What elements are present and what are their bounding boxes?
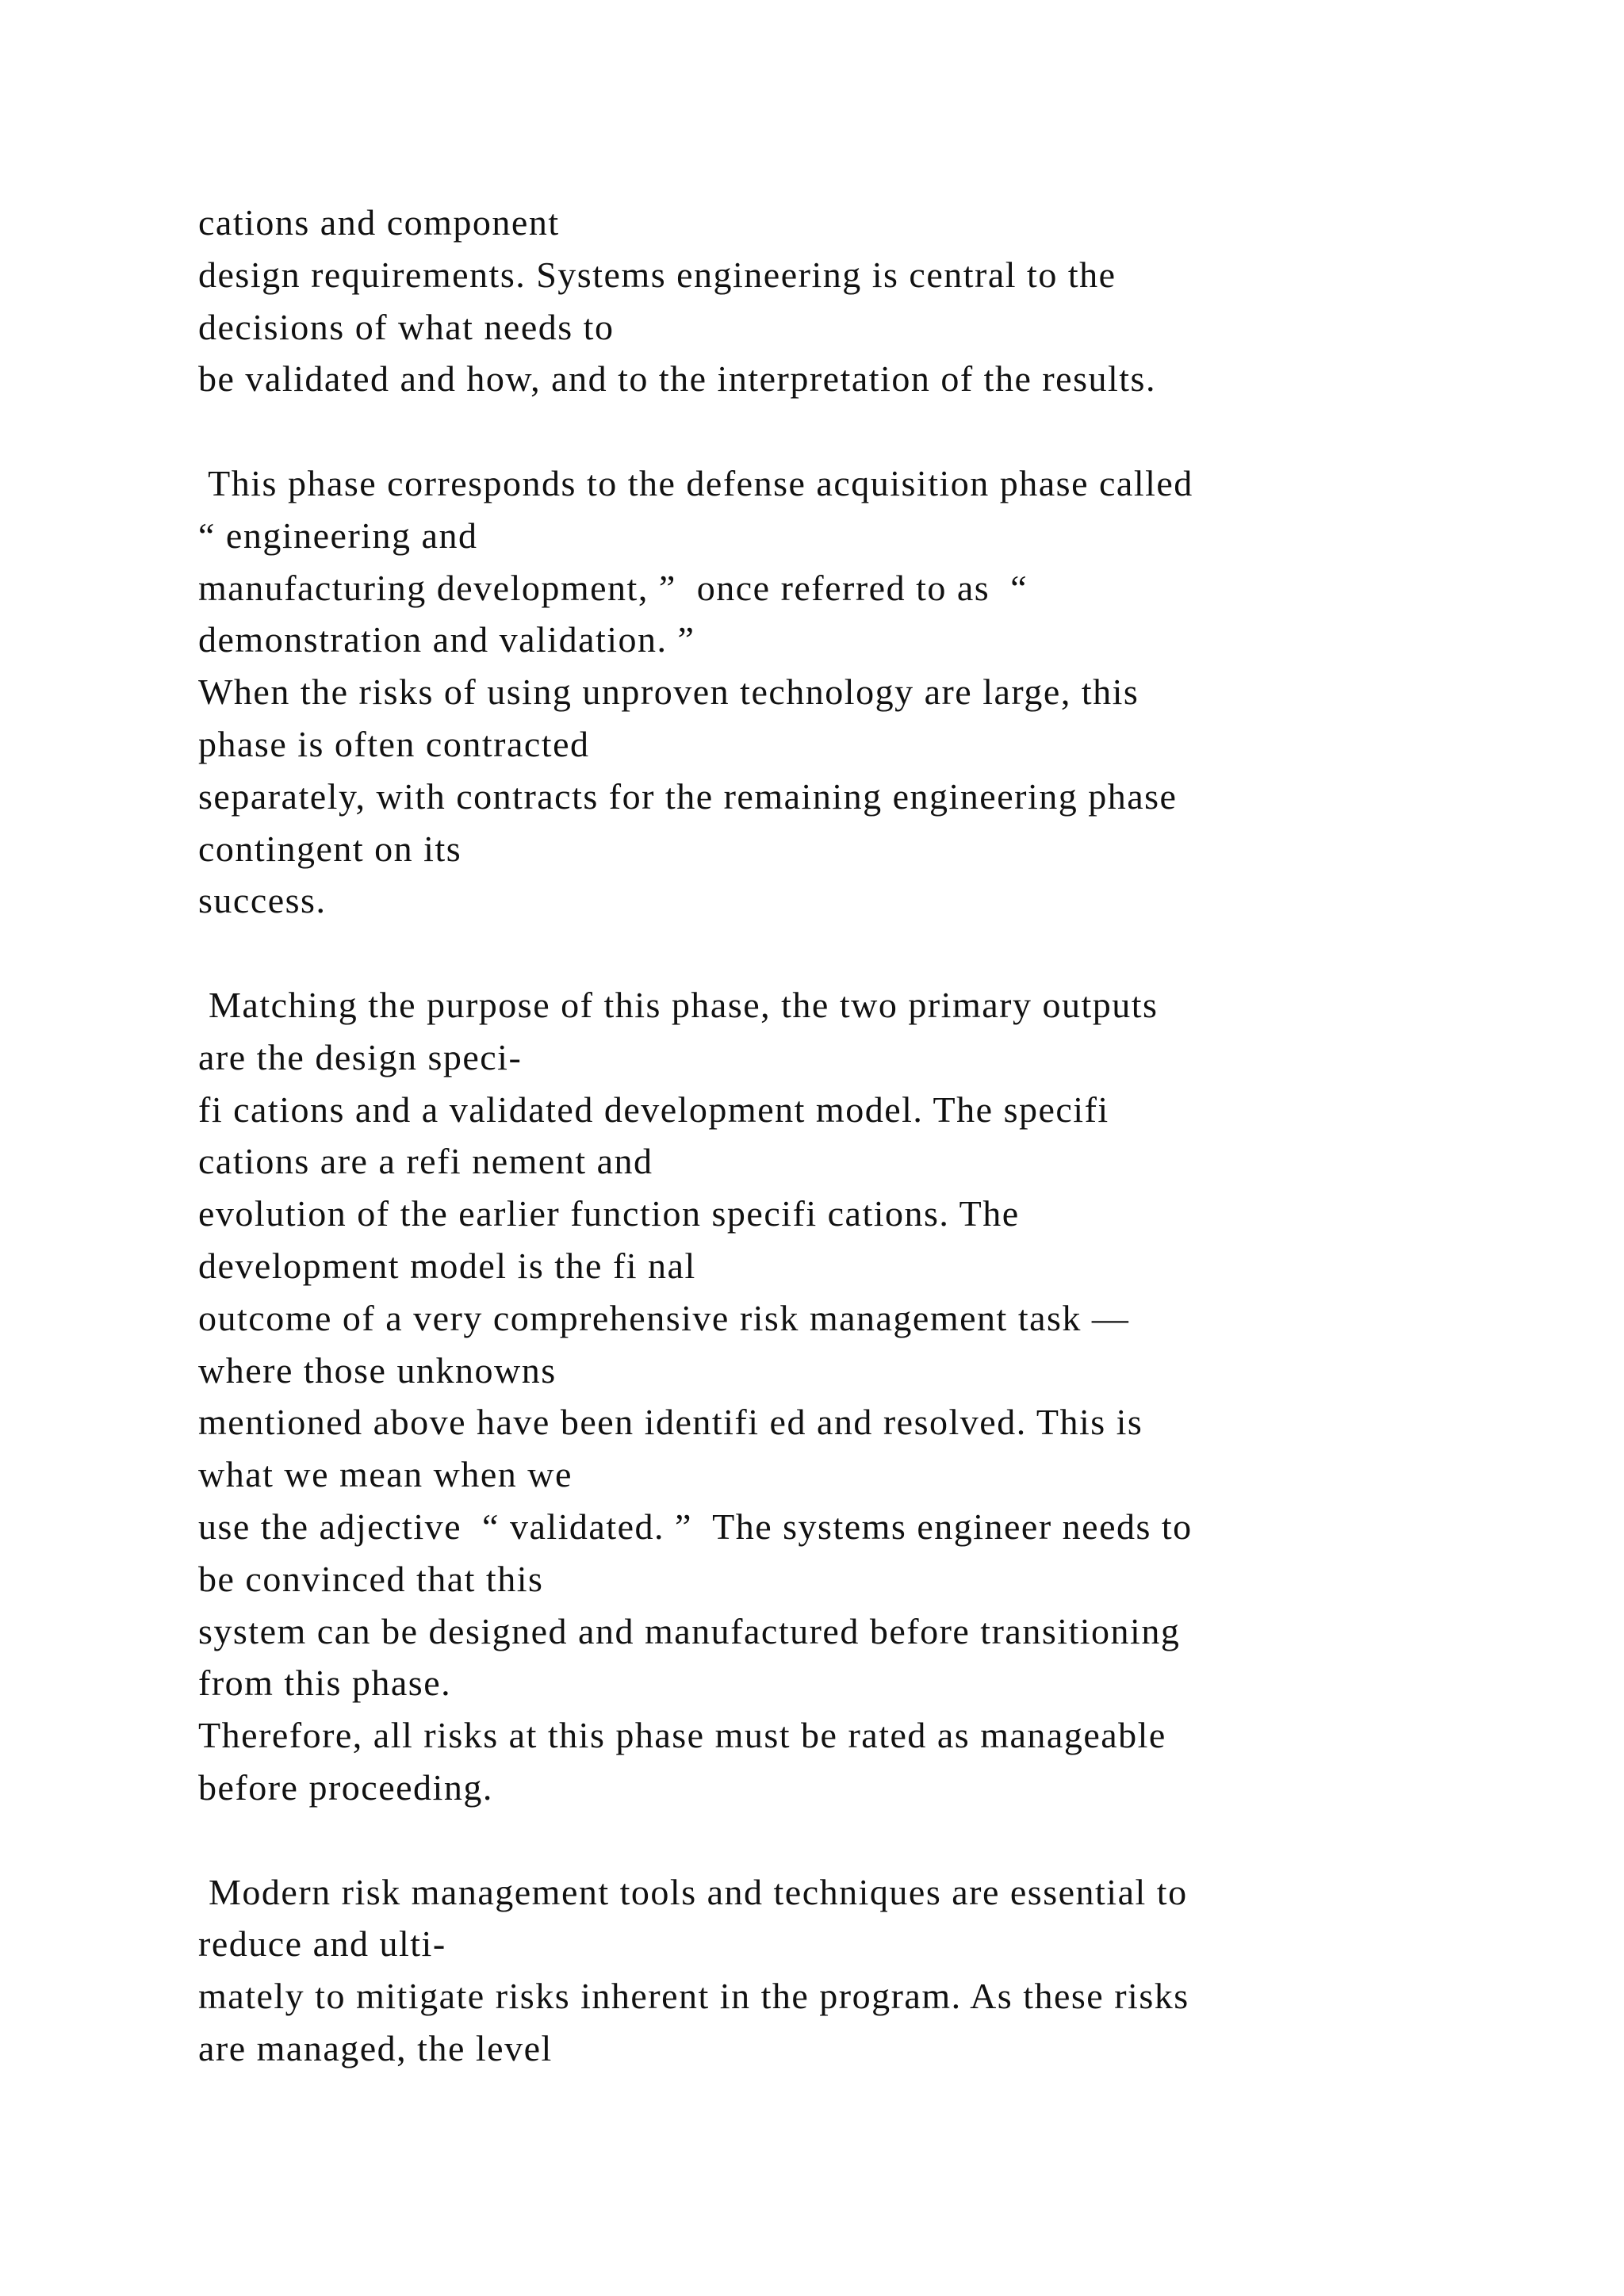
text-line: be convinced that this <box>198 1558 544 1599</box>
text-line: demonstration and validation. ” <box>198 619 695 660</box>
text-line: evolution of the earlier function specifi cations. The <box>198 1193 1020 1234</box>
document-text-body <box>198 197 1546 2075</box>
text-line: before proceeding. <box>198 1766 493 1808</box>
text-line: Modern risk management tools and techniques are essential to <box>198 1871 1188 1912</box>
text-line: development model is the fi nal <box>198 1245 696 1286</box>
text-line: cations and component <box>198 202 560 243</box>
text-line: outcome of a very comprehensive risk management task — <box>198 1297 1130 1338</box>
text-line: use the adjective “ validated. ” The systems engineer needs to <box>198 1506 1193 1547</box>
text-line: Matching the purpose of this phase, the two primary outputs <box>198 984 1159 1025</box>
text-line: from this phase. <box>198 1663 452 1704</box>
text-line: be validated and how, and to the interpretation of the results. <box>198 358 1156 400</box>
text-line: phase is often contracted <box>198 723 590 764</box>
text-line: mately to mitigate risks inherent in the program. As these risks <box>198 1976 1189 2017</box>
text-line: contingent on its <box>198 828 462 869</box>
text-line: fi cations and a validated development model. The specifi <box>198 1089 1109 1130</box>
paragraph-break <box>198 405 1546 457</box>
paragraph-break <box>198 1814 1546 1866</box>
text-line: system can be designed and manufactured before transitioning <box>198 1610 1181 1651</box>
text-line: are managed, the level <box>198 2027 553 2068</box>
text-line: what we mean when we <box>198 1454 573 1495</box>
text-line: where those unknowns <box>198 1349 557 1391</box>
text-line: mentioned above have been identifi ed and resolved. This is <box>198 1402 1143 1443</box>
text-line: Therefore, all risks at this phase must be rated as manageable <box>198 1715 1166 1756</box>
text-line: manufacturing development, ” once referred to as “ <box>198 567 1028 608</box>
paragraph-break <box>198 927 1546 979</box>
text-line: design requirements. Systems engineering is central to the <box>198 254 1116 295</box>
text-line: success. <box>198 880 327 921</box>
text-line: When the risks of using unproven technology are large, this <box>198 672 1139 713</box>
text-line: cations are a refi nement and <box>198 1141 653 1182</box>
text-line: are the design speci- <box>198 1036 523 1077</box>
text-line: “ engineering and <box>198 515 478 556</box>
text-line: This phase corresponds to the defense acquisition phase called <box>198 462 1193 503</box>
text-line: decisions of what needs to <box>198 306 615 347</box>
text-line: reduce and ulti- <box>198 1923 446 1965</box>
text-line: separately, with contracts for the remaining engineering phase <box>198 775 1178 817</box>
